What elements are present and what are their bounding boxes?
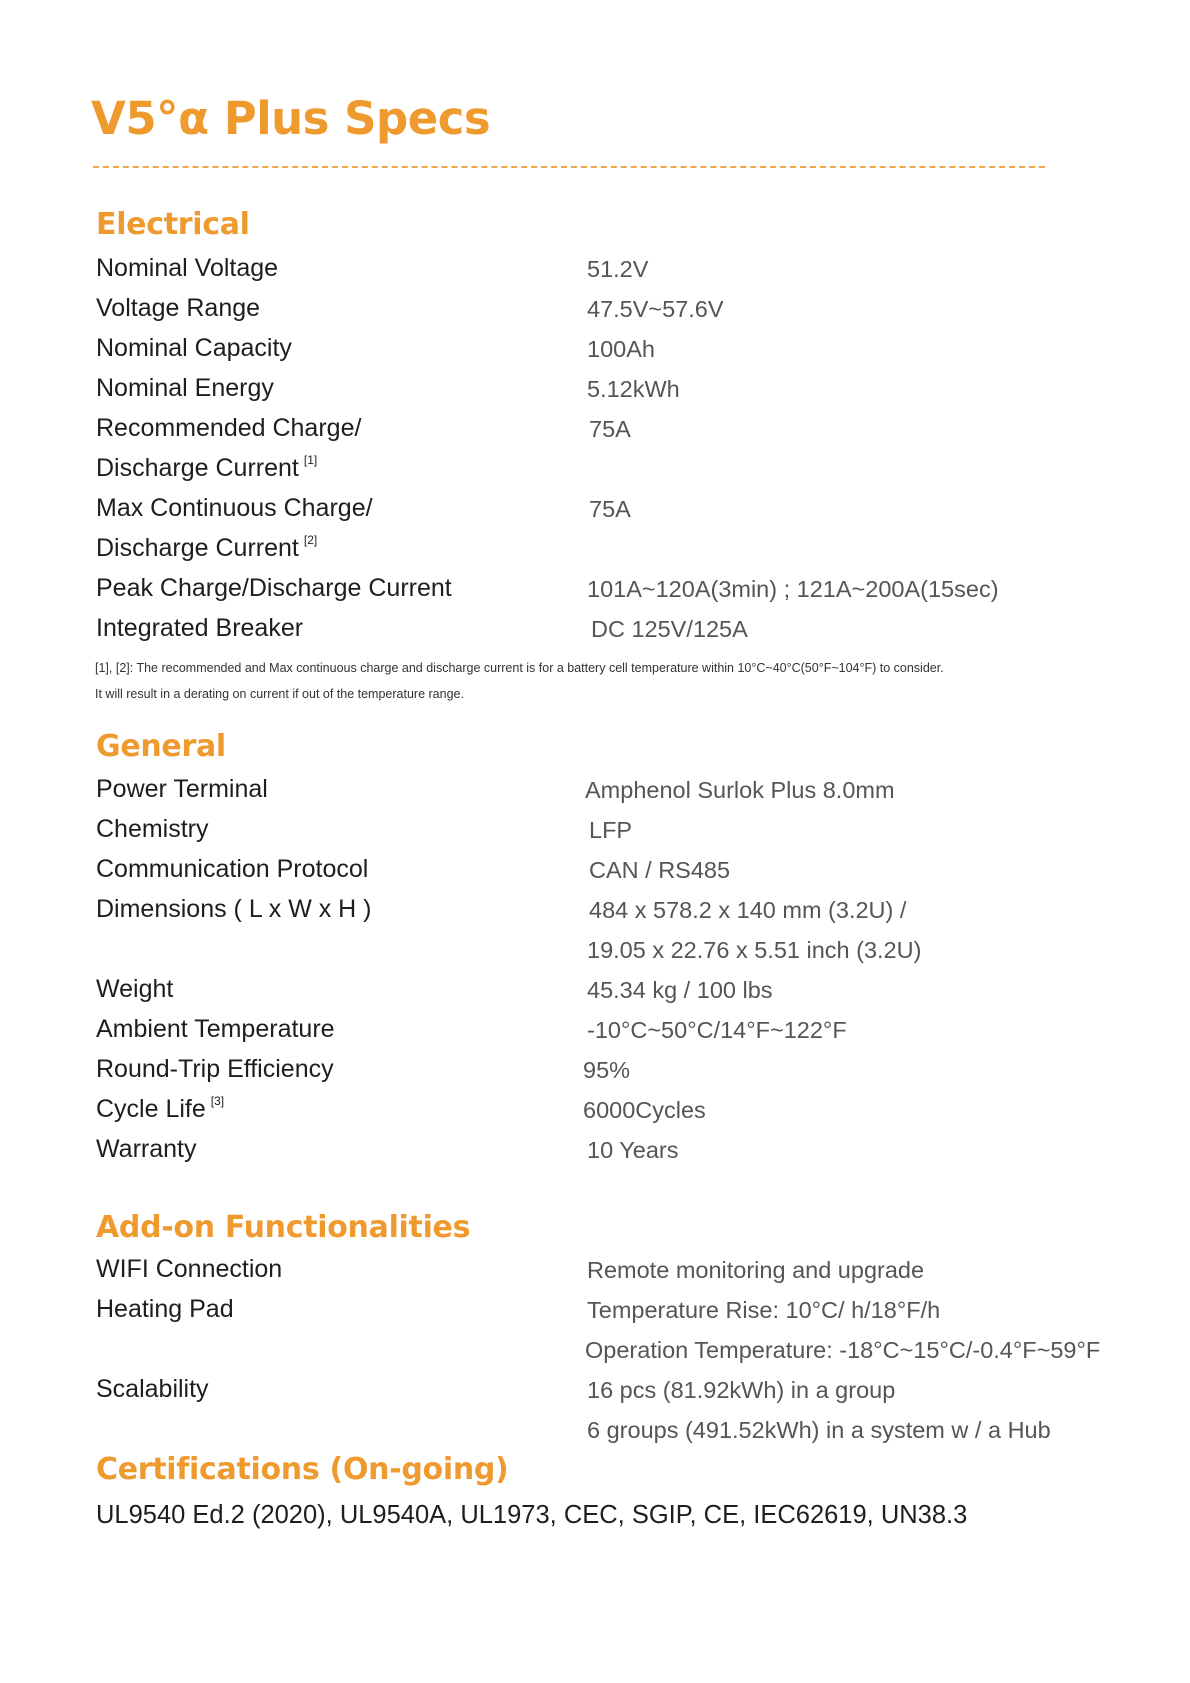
spec-value-max-continuous-current: 75A — [589, 496, 631, 522]
footnote-line-2: It will result in a derating on current if out of the temperature range. — [95, 687, 464, 701]
spec-value-recommended-current: 75A — [589, 416, 631, 442]
spec-label-nominal-energy: Nominal Energy — [96, 374, 274, 402]
section-heading-addon: Add-on Functionalities — [96, 1210, 471, 1245]
spec-label-recommended-current-text: Discharge Current — [96, 454, 299, 482]
spec-value-power-terminal: Amphenol Surlok Plus 8.0mm — [585, 777, 895, 803]
spec-value-nominal-energy: 5.12kWh — [587, 376, 680, 402]
spec-value-scalability-group: 16 pcs (81.92kWh) in a group — [587, 1377, 896, 1403]
footnote-marker-2: [2] — [303, 533, 318, 547]
spec-value-chemistry: LFP — [589, 817, 633, 843]
spec-label-nominal-voltage: Nominal Voltage — [96, 254, 279, 282]
spec-value-wifi-connection: Remote monitoring and upgrade — [587, 1257, 925, 1283]
certifications-list: UL9540 Ed.2 (2020), UL9540A, UL1973, CEC, SGIP, CE, IEC62619, UN38.3 — [96, 1501, 968, 1529]
section-heading-general: General — [96, 729, 226, 764]
spec-value-peak-current: 101A~120A(3min) ; 121A~200A(15sec) — [587, 576, 999, 602]
spec-label-wifi-connection: WIFI Connection — [96, 1255, 283, 1283]
title-divider — [93, 166, 1045, 168]
spec-label-round-trip-efficiency: Round-Trip Efficiency — [96, 1055, 334, 1083]
spec-label-chemistry: Chemistry — [96, 815, 209, 843]
spec-value-scalability-system: 6 groups (491.52kWh) in a system w / a Hub — [587, 1417, 1051, 1443]
spec-label-heating-pad: Heating Pad — [96, 1295, 234, 1323]
spec-value-voltage-range: 47.5V~57.6V — [587, 296, 724, 322]
spec-label-max-continuous-current-text: Discharge Current — [96, 534, 299, 562]
spec-label-cycle-life — [96, 1094, 225, 1123]
spec-label-ambient-temperature: Ambient Temperature — [96, 1015, 335, 1043]
spec-label-nominal-capacity: Nominal Capacity — [96, 334, 292, 362]
spec-label-max-continuous-current: Max Continuous Charge/ — [96, 494, 373, 522]
spec-value-nominal-voltage: 51.2V — [587, 256, 649, 282]
spec-label-recommended-current: Recommended Charge/ — [96, 414, 362, 442]
spec-value-heating-pad-operation: Operation Temperature: -18°C~15°C/-0.4°F~59°F — [585, 1337, 1101, 1363]
spec-value-round-trip-efficiency: 95% — [583, 1057, 631, 1083]
spec-label-peak-current: Peak Charge/Discharge Current — [96, 574, 452, 602]
spec-value-integrated-breaker: DC 125V/125A — [591, 616, 748, 642]
spec-label-warranty: Warranty — [96, 1135, 197, 1163]
spec-label-recommended-current-line2 — [96, 453, 318, 482]
spec-value-warranty: 10 Years — [587, 1137, 679, 1163]
footnote-marker-1: [1] — [303, 453, 318, 467]
spec-label-max-continuous-current-line2 — [96, 533, 318, 562]
spec-value-cycle-life: 6000Cycles — [583, 1097, 706, 1123]
spec-label-integrated-breaker: Integrated Breaker — [96, 614, 304, 642]
spec-value-dimensions-imperial: 19.05 x 22.76 x 5.51 inch (3.2U) — [587, 937, 922, 963]
spec-label-voltage-range: Voltage Range — [96, 294, 261, 322]
section-heading-certifications: Certifications (On-going) — [96, 1452, 509, 1487]
spec-label-communication-protocol: Communication Protocol — [96, 855, 369, 883]
spec-label-dimensions: Dimensions ( L x W x H ) — [96, 895, 372, 923]
spec-label-cycle-life-text: Cycle Life — [96, 1095, 206, 1123]
page-title: V5°α Plus Specs — [91, 92, 491, 145]
spec-label-weight: Weight — [96, 975, 174, 1003]
spec-value-heating-pad-rise: Temperature Rise: 10°C/ h/18°F/h — [587, 1297, 941, 1323]
spec-value-weight: 45.34 kg / 100 lbs — [587, 977, 773, 1003]
spec-value-communication-protocol: CAN / RS485 — [589, 857, 731, 883]
footnote-marker-3: [3] — [210, 1094, 225, 1108]
spec-value-nominal-capacity: 100Ah — [587, 336, 655, 362]
spec-label-scalability: Scalability — [96, 1375, 209, 1403]
footnote-line-1: [1], [2]: The recommended and Max continuous charge and discharge current is for a battery cell temperature within 10°C~40°C(50°F~104°F) to consider. — [95, 661, 944, 675]
spec-value-ambient-temperature: -10°C~50°C/14°F~122°F — [587, 1017, 847, 1043]
spec-label-power-terminal: Power Terminal — [96, 775, 268, 803]
spec-value-dimensions-metric: 484 x 578.2 x 140 mm (3.2U) / — [589, 897, 907, 923]
section-heading-electrical: Electrical — [96, 207, 250, 242]
